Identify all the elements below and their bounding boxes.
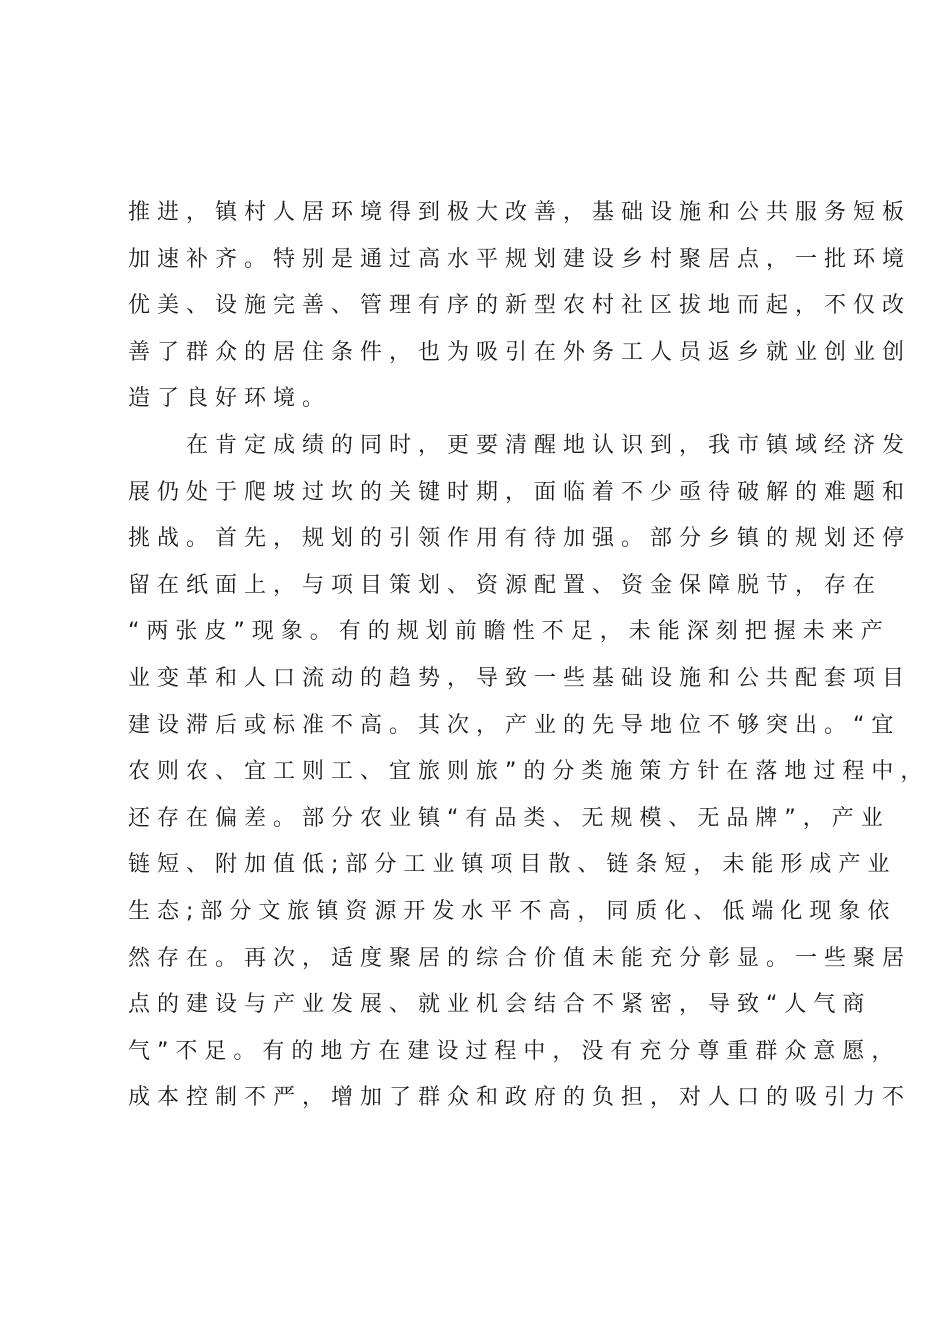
text-line: 善了群众的居住条件，也为吸引在外务工人员返乡就业创业创 [128,339,912,365]
text-line: 点的建设与产业发展、就业机会结合不紧密，导致“人气商 [128,992,872,1018]
text-line: 气”不足。有的地方在建设过程中，没有充分尊重群众意愿， [128,1038,901,1064]
text-line: 展仍处于爬坡过坎的关键时期，面临着不少亟待破解的难题和 [128,479,912,505]
text-line: 建设滞后或标准不高。其次，产业的先导地位不够突出。“宜 [128,712,901,738]
text-line: “两张皮”现象。有的规划前瞻性不足，未能深刻把握未来产 [128,619,890,645]
text-line: 业变革和人口流动的趋势，导致一些基础设施和公共配套项目 [128,665,912,691]
text-line: 成本控制不严，增加了群众和政府的负担，对人口的吸引力不 [128,1085,912,1111]
paragraph-1 [128,190,912,423]
paragraph-2 [128,423,930,1122]
text-line: 留在纸面上，与项目策划、资源配置、资金保障脱节，存在 [128,572,883,598]
text-line: 链短、附加值低;部分工业镇项目散、链条短，未能形成产业 [128,852,897,878]
text-line: 优美、设施完善、管理有序的新型农村社区拔地而起，不仅改 [128,293,912,319]
text-line: 加速补齐。特别是通过高水平规划建设乡村聚居点，一批环境 [128,246,912,272]
text-line: 推进，镇村人居环境得到极大改善，基础设施和公共服务短板 [128,200,912,225]
text-line-indented: 在肯定成绩的同时，更要清醒地认识到，我市镇域经济发 [186,432,912,458]
text-line: 挑战。首先，规划的引领作用有待加强。部分乡镇的规划还停 [128,526,912,552]
text-line: 然存在。再次，适度聚居的综合价值未能充分彰显。一些聚居 [128,945,912,971]
text-line: 还存在偏差。部分农业镇“有品类、无规模、无品牌”，产业 [128,805,890,831]
document-body [128,190,930,1122]
text-line: 农则农、宜工则工、宜旅则旅”的分类施策方针在落地过程中， [128,759,930,785]
text-line: 造了良好环境。 [128,386,332,412]
text-line: 生态;部分文旅镇资源开发水平不高，同质化、低端化现象依 [128,898,897,924]
